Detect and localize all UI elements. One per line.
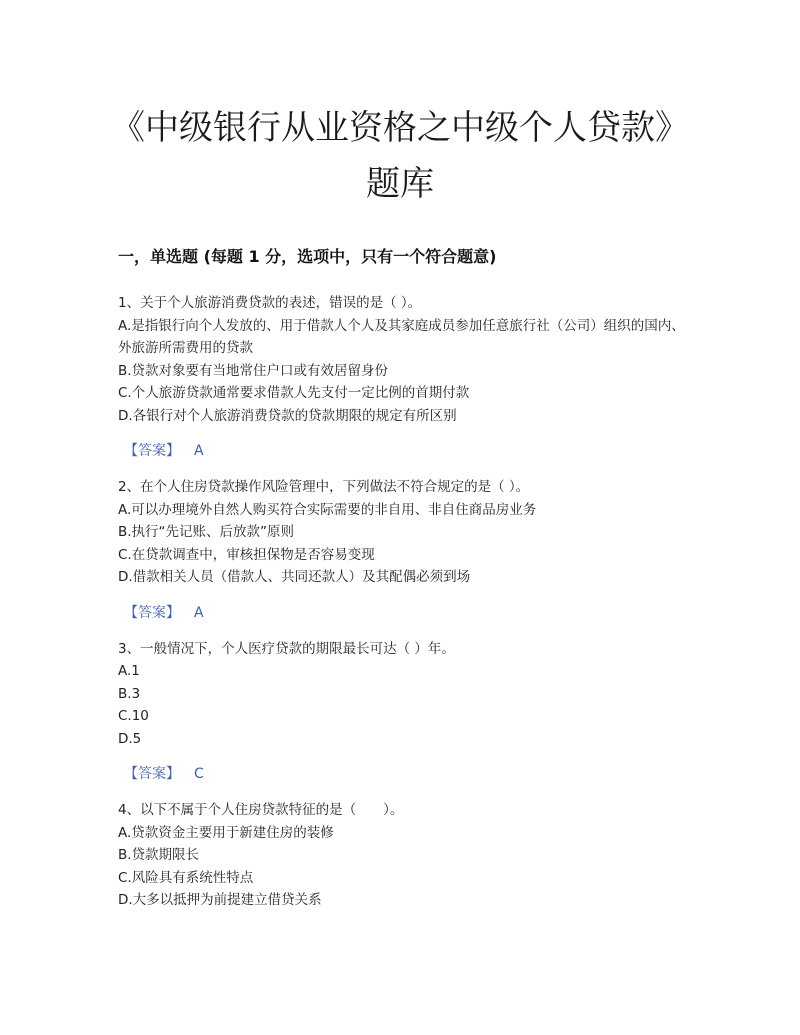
question-4 (118, 799, 688, 912)
option-b: B.贷款对象要有当地常住户口或有效居留身份 (118, 362, 389, 379)
answer-line (124, 440, 688, 462)
option-c: C.10 (118, 708, 149, 724)
answer-value: A (194, 443, 204, 459)
question-1 (118, 292, 688, 462)
section-heading: 一，单选题 (每题 1 分，选项中，只有一个符合题意) (118, 247, 497, 266)
document-title: 《中级银行从业资格之中级个人贷款》题库 (111, 108, 689, 204)
question-2 (118, 476, 688, 624)
answer-label: 【答案】 (124, 443, 180, 459)
answer-value: A (194, 604, 204, 621)
question-stem: 4、以下不属于个人住房贷款特征的是（ ）。 (118, 802, 404, 818)
question-stem: 1、关于个人旅游消费贷款的表述，错误的是（ ）。 (118, 295, 422, 311)
option-d: D.大多以抵押为前提建立借贷关系 (118, 892, 322, 908)
question-stem: 3、一般情况下，个人医疗贷款的期限最长可达（ ）年。 (118, 640, 455, 657)
answer-label: 【答案】 (124, 766, 180, 782)
option-b: B.3 (118, 685, 141, 702)
option-d: D.借款相关人员（借款人、共同还款人）及其配偶必须到场 (118, 569, 471, 585)
answer-value: C (194, 766, 204, 782)
option-c: C.在贷款调查中，审核担保物是否容易变现 (118, 546, 375, 563)
option-b: B.执行“先记账、后放款”原则 (118, 524, 295, 540)
answer-label: 【答案】 (124, 604, 180, 621)
option-c: C.个人旅游贷款通常要求借款人先支付一定比例的首期付款 (118, 385, 470, 401)
option-a: A.是指银行向个人发放的、用于借款人个人及其家庭成员参加任意旅行社（公司）组织的国内、外旅游所需费用的贷款 (118, 317, 685, 356)
option-c: C.风险具有系统性特点 (118, 869, 254, 886)
question-3 (118, 638, 688, 786)
question-list (118, 292, 688, 912)
option-d: D.各银行对个人旅游消费贷款的贷款期限的规定有所区别 (118, 407, 457, 424)
option-a: A.贷款资金主要用于新建住房的装修 (118, 824, 334, 841)
answer-line (124, 602, 688, 624)
option-a: A.可以办理境外自然人购买符合实际需要的非自用、非自住商品房业务 (118, 501, 537, 518)
question-stem: 2、在个人住房贷款操作风险管理中，下列做法不符合规定的是（ ）。 (118, 479, 530, 495)
answer-line (124, 763, 688, 785)
option-d: D.5 (118, 730, 142, 747)
option-a: A.1 (118, 663, 140, 679)
option-b: B.贷款期限长 (118, 847, 200, 863)
